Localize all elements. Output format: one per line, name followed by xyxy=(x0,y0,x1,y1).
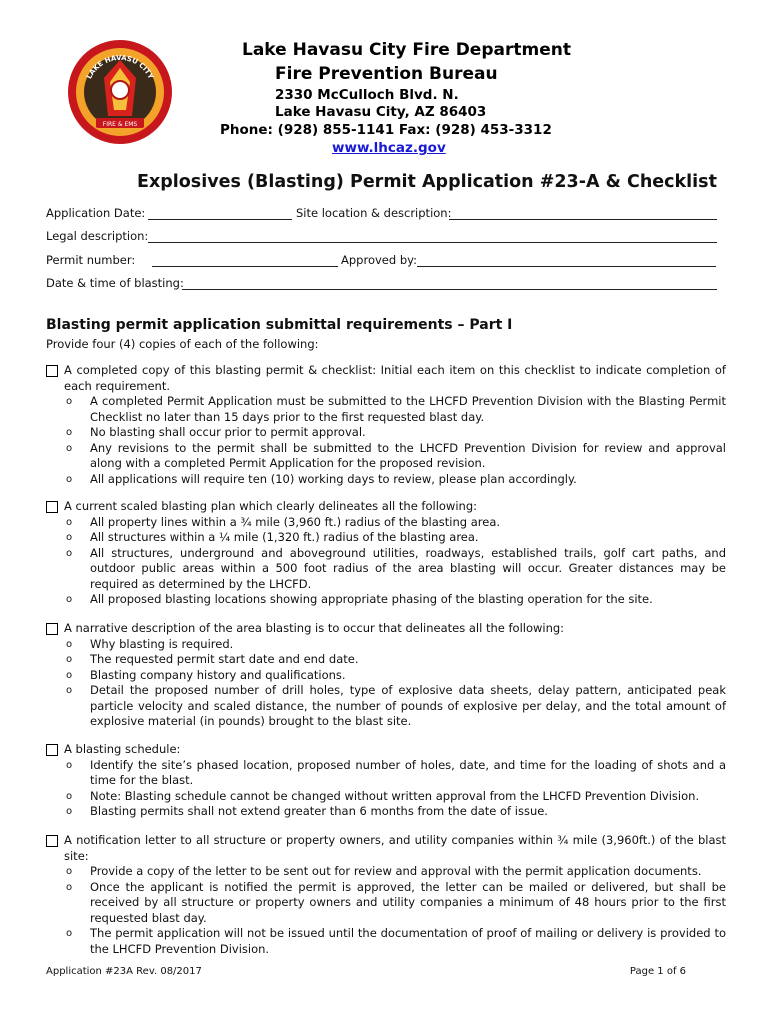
legal-description-field[interactable] xyxy=(148,242,717,243)
bullet-text: The requested permit start date and end date. xyxy=(90,652,359,666)
list-item xyxy=(46,668,726,684)
bullet-text: Once the applicant is notified the permit is approved, the letter can be mailed or delivered, but shall be received by all structure or property owners and utility companies a minimum of 48 hours prior to the first requested blast day. xyxy=(90,879,726,925)
bullet-text: All structures, underground and aboveground utilities, roadways, established trails, golf cart paths, and outdoor public areas within a 500 foot radius of the area blasting will occur. Greater distances may be required as determined by the LHCFD. xyxy=(90,545,726,591)
website-link[interactable]: www.lhcaz.gov xyxy=(332,140,446,156)
checklist-item-text: A narrative description of the area blasting is to occur that delineates all the following: xyxy=(64,621,565,635)
bullet-marker: o xyxy=(66,516,73,528)
checklist-item-text: A blasting schedule: xyxy=(64,742,181,756)
phone-fax: Phone: (928) 855-1141 Fax: (928) 453-3312 xyxy=(220,122,552,138)
bullet-marker: o xyxy=(66,806,73,817)
bullet-marker: o xyxy=(66,881,73,893)
bullet-marker: o xyxy=(66,866,73,877)
bullet-text: Blasting company history and qualifications. xyxy=(90,667,346,682)
application-date-label: Application Date: xyxy=(46,206,146,220)
bullet-marker: o xyxy=(66,928,73,939)
checklist-item-notification-letter xyxy=(46,833,726,957)
bullet-marker: o xyxy=(66,594,73,605)
city-state-zip: Lake Havasu City, AZ 86403 xyxy=(275,104,487,120)
list-item xyxy=(46,804,726,820)
application-date-field[interactable] xyxy=(148,219,292,220)
checklist-item-blasting-plan xyxy=(46,499,726,608)
checkbox[interactable] xyxy=(46,501,58,513)
bullet-text: All proposed blasting locations showing appropriate phasing of the blasting operation for the site. xyxy=(90,592,653,606)
bullet-text: A completed Permit Application must be submitted to the LHCFD Prevention Division with the Blasting Permit Checklist no later than 15 days prior to the first requested blast day. xyxy=(90,394,726,424)
section-subtitle: Provide four (4) copies of each of the following: xyxy=(46,337,319,351)
bullet-text: All property lines within a ¾ mile (3,960 ft.) radius of the blasting area. xyxy=(90,514,501,529)
bullet-marker: o xyxy=(66,790,73,802)
bullet-text: Detail the proposed number of drill holes, type of explosive data sheets, delay pattern, anticipated peak particle velocity and scaled distance, the number of pounds of explosive per delay, and the total amount of explosive material (in pounds) brought to the blast site. xyxy=(90,683,726,728)
bullet-text: Note: Blasting schedule cannot be changed without written approval from the LHCFD Prevention Division. xyxy=(90,788,700,803)
list-item xyxy=(46,880,726,927)
list-item xyxy=(46,530,726,546)
document-title: Explosives (Blasting) Permit Application #23-A & Checklist xyxy=(137,172,717,192)
bullet-text: Identify the site’s phased location, proposed number of holes, date, and time for the loading of shots and a time for the blast. xyxy=(90,757,726,787)
permit-number-field[interactable] xyxy=(152,266,338,267)
bullet-text: Blasting permits shall not extend greater than 6 months from the date of issue. xyxy=(90,804,548,818)
list-item xyxy=(46,652,726,668)
permit-number-label: Permit number: xyxy=(46,253,136,267)
svg-text:FIRE & EMS: FIRE & EMS xyxy=(102,121,138,128)
checkbox[interactable] xyxy=(46,744,58,756)
list-item xyxy=(46,637,726,653)
fire-department-logo xyxy=(66,38,174,146)
street-address: 2330 McCulloch Blvd. N. xyxy=(275,87,459,103)
bullet-text: All applications will require ten (10) working days to review, please plan accordingly. xyxy=(90,471,577,486)
bullet-marker: o xyxy=(66,685,73,696)
bullet-marker: o xyxy=(66,669,73,681)
list-item xyxy=(46,926,726,957)
checklist-item-text: A completed copy of this blasting permit & checklist: Initial each item on this checklist to indicate completion of each requirement. xyxy=(64,363,726,393)
bullet-marker: o xyxy=(66,442,73,454)
checkbox[interactable] xyxy=(46,365,58,377)
bureau-name: Fire Prevention Bureau xyxy=(275,64,498,84)
bullet-marker: o xyxy=(66,473,73,485)
bullet-marker: o xyxy=(66,547,73,559)
list-item xyxy=(46,546,726,593)
list-item xyxy=(46,789,726,805)
bullet-marker: o xyxy=(66,532,73,543)
checklist-item-text: A notification letter to all structure or property owners, and utility companies within ¾ mile (3,960ft.) of the blast site: xyxy=(64,833,726,863)
list-item xyxy=(46,758,726,789)
blast-date-time-label: Date & time of blasting: xyxy=(46,276,184,290)
bullet-marker: o xyxy=(66,654,73,665)
checklist-item-narrative xyxy=(46,621,726,730)
checkbox[interactable] xyxy=(46,623,58,635)
bullet-marker: o xyxy=(66,759,73,771)
section-title: Blasting permit application submittal requirements – Part I xyxy=(46,317,513,333)
list-item xyxy=(46,425,726,441)
bullet-text: Provide a copy of the letter to be sent out for review and approval with the permit application documents. xyxy=(90,864,702,878)
bullet-text: Why blasting is required. xyxy=(90,636,234,651)
approved-by-label: Approved by: xyxy=(341,253,417,267)
list-item xyxy=(46,515,726,531)
list-item xyxy=(46,472,726,488)
svg-text:LAKE HAVASU CITY: LAKE HAVASU CITY xyxy=(85,53,155,81)
approved-by-field[interactable] xyxy=(417,266,716,267)
checklist-item-blasting-schedule xyxy=(46,742,726,820)
legal-description-label: Legal description: xyxy=(46,229,149,243)
bullet-marker: o xyxy=(66,396,73,407)
bullet-marker: o xyxy=(66,638,73,650)
footer-revision: Application #23A Rev. 08/2017 xyxy=(46,966,202,977)
bullet-text: Any revisions to the permit shall be submitted to the LHCFD Prevention Division for review and approval along with a completed Permit Application for the proposed revision. xyxy=(90,440,726,470)
department-name: Lake Havasu City Fire Department xyxy=(242,40,571,60)
list-item xyxy=(46,592,726,608)
bullet-text: No blasting shall occur prior to permit approval. xyxy=(90,425,366,439)
bullet-text: All structures within a ¼ mile (1,320 ft.) radius of the blasting area. xyxy=(90,530,479,544)
list-item xyxy=(46,683,726,730)
bullet-text: The permit application will not be issued until the documentation of proof of mailing or delivery is provided to the LHCFD Prevention Division. xyxy=(90,926,726,956)
list-item xyxy=(46,441,726,472)
blast-date-time-field[interactable] xyxy=(182,289,717,290)
bullet-marker: o xyxy=(66,427,73,438)
site-location-field[interactable] xyxy=(449,219,717,220)
site-location-label: Site location & description: xyxy=(296,206,452,220)
checkbox[interactable] xyxy=(46,835,58,847)
list-item xyxy=(46,864,726,880)
footer-page-number: Page 1 of 6 xyxy=(629,966,686,977)
checklist-item-permit-copy xyxy=(46,363,726,487)
checklist-item-text: A current scaled blasting plan which clearly delineates all the following: xyxy=(64,499,478,513)
list-item xyxy=(46,394,726,425)
